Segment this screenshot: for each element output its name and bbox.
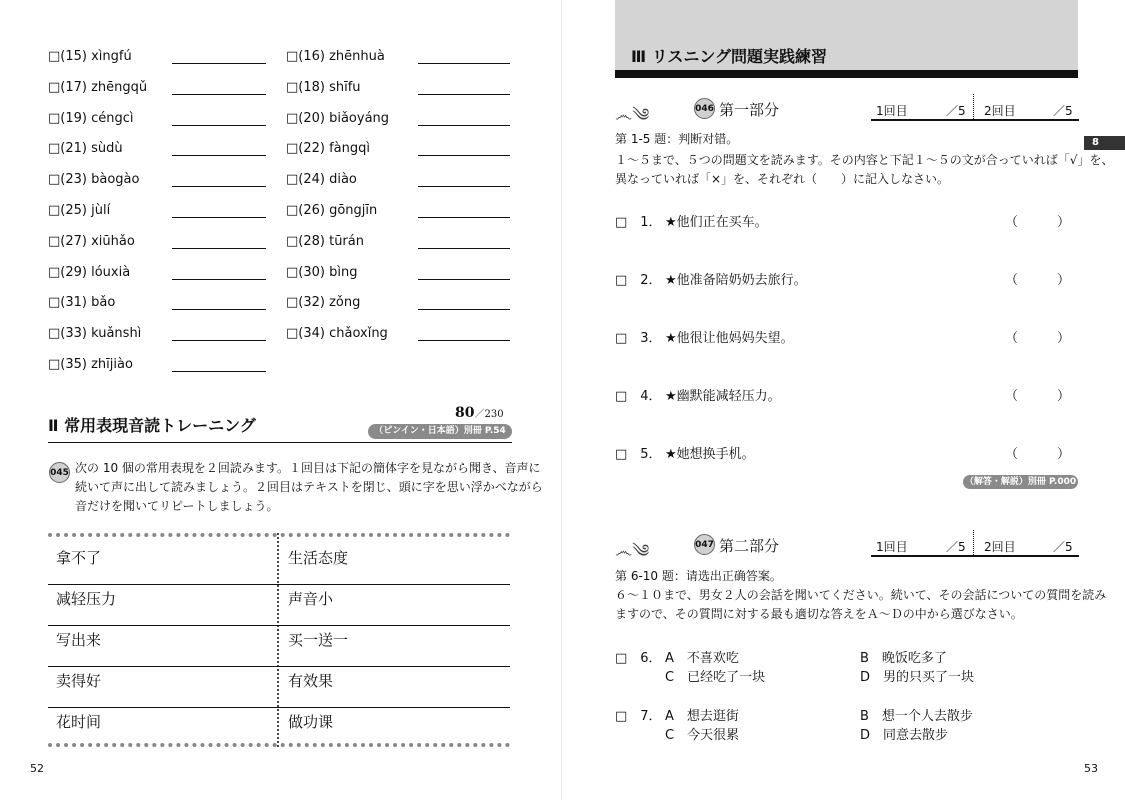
section-2-instruction-line-2: 続いて声に出して読みましょう。２回目はテキストを閉じ、頭に字を思い浮かべながら [75,480,543,494]
phrase-cell: 买一送一 [288,631,349,649]
phrase-cell: 花时间 [56,713,102,731]
phrase-cell: 有效果 [288,672,334,690]
answer-line[interactable] [172,248,266,249]
pinyin-label: □(26) gōngjīn [286,203,378,218]
part-2-round-1-label: 1回目 [876,540,908,554]
pinyin-item [286,48,516,66]
pinyin-label: □(32) zǒng [286,295,361,311]
part-1-title: 第一部分 [719,101,780,119]
pinyin-label: □(22) fàngqì [286,141,370,157]
audio-track-icon[interactable]: 045 [49,462,70,483]
question-text: ★她想换手机。 [665,447,755,462]
option-a[interactable]: A 想去逛街 [665,709,739,724]
part-1-subtitle: 第 1-5 题：判断对错。 [615,132,739,146]
score-denominator: ／230 [474,409,504,420]
part-2-title: 第二部分 [719,537,780,555]
audio-track-icon[interactable]: 046 [694,98,715,119]
option-c[interactable]: C 已经吃了一块 [665,670,766,685]
pinyin-label: □(20) biǎoyáng [286,110,390,126]
pinyin-item [48,110,278,128]
pinyin-item [48,264,278,282]
answer-line[interactable] [172,63,266,64]
question-text: ★幽默能减轻压力。 [665,389,781,404]
section-rule [48,442,512,443]
question-row [615,705,1078,745]
question-row [615,211,1078,229]
question-row [615,443,1078,461]
question-text: ★他准备陪奶奶去旅行。 [665,273,807,288]
table-row-divider [48,625,510,626]
pinyin-label: □(25) jùlí [48,203,111,218]
part-2-round-1-score: ／5 [946,540,966,554]
pinyin-item [286,294,516,312]
phrase-cell: 拿不了 [56,549,102,567]
question-text: ★他们正在买车。 [665,215,768,230]
part-1-score-divider [973,94,974,119]
part-1-round-2-label: 2回目 [984,104,1016,118]
pinyin-item [286,325,516,343]
left-page [0,0,560,800]
answer-line[interactable] [418,94,510,95]
question-text: ★他很让他妈妈失望。 [665,331,794,346]
pinyin-item [286,140,516,158]
pinyin-label: □(15) xìngfú [48,49,132,64]
part-2-instruction-line-2: ますので、その質問に対する最も適切な答えをＡ～Ｄの中から選びなさい。 [615,607,1023,621]
answer-line[interactable] [418,63,510,64]
section-2-instruction-line-3: 音だけを聞いてリピートしましょう。 [75,499,279,513]
question-number[interactable]: □ 1． [615,215,662,230]
answer-blank[interactable]: （ ） [1005,331,1071,346]
right-page [563,0,1125,800]
pinyin-label: □(31) bǎo [48,295,116,311]
part-1-score-underline [871,119,1079,121]
pinyin-label: □(21) sùdù [48,141,123,157]
phrase-cell: 减轻压力 [56,590,117,608]
part-1-instruction-line-1: １～５まで、５つの問題文を読みます。その内容と下記１～５の文が合っていれば「√」を、 [615,153,1114,167]
answer-line[interactable] [418,217,510,218]
part-2-score-divider [973,530,974,555]
table-top-dotted-border [48,533,510,537]
option-b[interactable]: B 想一个人去散步 [860,709,973,724]
section-3-title: Ⅲ リスニング問題実践練習 [631,47,828,66]
answer-line[interactable] [172,125,266,126]
answer-line[interactable] [418,186,510,187]
question-number[interactable]: □ 4． [615,389,662,404]
pinyin-label: □(27) xiūhǎo [48,233,135,249]
pinyin-item [286,264,516,282]
part-2-subtitle: 第 6-10 题：请选出正确答案。 [615,569,782,583]
pinyin-label: □(35) zhījiào [48,357,133,372]
pinyin-label: □(18) shīfu [286,79,361,95]
table-row-divider [48,666,510,667]
question-number[interactable]: □ 6． [615,651,662,666]
phrase-cell: 做功课 [288,713,334,731]
answer-line[interactable] [172,279,266,280]
phrase-cell: 卖得好 [56,672,102,690]
answer-line[interactable] [172,94,266,95]
pinyin-item [48,233,278,251]
phrase-cell: 生活态度 [288,549,349,567]
question-row [615,327,1078,345]
phrase-cell: 声音小 [288,590,334,608]
answer-blank[interactable]: （ ） [1005,215,1071,230]
option-a[interactable]: A 不喜欢吃 [665,651,739,666]
cloud-ornament-icon: ෴༄ [615,105,650,126]
part-1-round-2-score: ／5 [1053,104,1073,118]
pinyin-item [48,356,278,374]
pinyin-item [286,171,516,189]
question-number[interactable]: □ 7． [615,709,662,724]
section-3-header-underline [615,70,1078,78]
answer-line[interactable] [418,125,510,126]
pinyin-label: □(29) lóuxià [48,264,131,280]
pinyin-item [286,79,516,97]
question-row [615,385,1078,403]
table-bottom-dotted-border [48,743,510,747]
part-1-round-1-label: 1回目 [876,104,908,118]
score-counter [455,405,504,421]
answer-blank[interactable]: （ ） [1005,389,1071,404]
page-number-right: 53 [1084,762,1098,775]
part-1-round-1-score: ／5 [946,104,966,118]
question-number[interactable]: □ 5． [615,447,662,462]
answer-reference-badge: （解答・解説）別冊 P.000 [964,477,1077,487]
pinyin-label: □(33) kuǎnshì [48,326,142,342]
pinyin-label: □(19) céngcì [48,110,134,126]
option-d[interactable]: D 同意去散步 [860,728,949,743]
answer-blank[interactable]: （ ） [1005,273,1071,288]
pinyin-label: □(17) zhēngqǔ [48,79,148,95]
answer-line[interactable] [172,371,266,372]
answer-line[interactable] [172,309,266,310]
question-row [615,269,1078,287]
pinyin-label: □(28) tūrán [286,233,364,249]
pinyin-item [48,202,278,220]
page-gutter [561,0,562,800]
table-row-divider [48,584,510,585]
phrase-table [48,533,510,747]
answer-line[interactable] [418,155,510,156]
question-number[interactable]: □ 3． [615,331,662,346]
section-2-title: Ⅱ 常用表現音読トレーニング [48,416,256,435]
table-row-divider [48,707,510,708]
answer-line[interactable] [418,279,510,280]
answer-line[interactable] [418,340,510,341]
part-2-instruction-line-1: ６～１０まで、男女２人の会話を聞いてください。続いて、その会話についての質問を読み [615,588,1107,602]
chapter-tab: 8 [1084,136,1125,150]
section-2-instruction-line-1: 次の 10 個の常用表現を２回読みます。１回目は下記の簡体字を見ながら聞き、音声に [75,461,541,475]
pinyin-item [286,233,516,251]
answer-blank[interactable]: （ ） [1005,447,1071,462]
pinyin-item [48,48,278,66]
cloud-ornament-icon: ෴༄ [615,541,650,562]
pinyin-label: □(16) zhēnhuà [286,49,385,64]
phrase-cell: 写出来 [56,631,102,649]
answer-line[interactable] [172,186,266,187]
pinyin-item [48,171,278,189]
option-d[interactable]: D 男的只买了一块 [860,670,975,685]
option-c[interactable]: C 今天很累 [665,728,740,743]
answer-line[interactable] [172,340,266,341]
pinyin-item [286,110,516,128]
reference-badge: （ピンイン・日本語）別冊 P.54 [368,424,512,439]
page-number-left: 52 [30,762,44,775]
pinyin-label: □(30) bìng [286,264,358,280]
pinyin-label: □(23) bàogào [48,172,140,188]
question-number[interactable]: □ 2． [615,273,662,288]
pinyin-item [48,79,278,97]
answer-line[interactable] [418,248,510,249]
answer-line[interactable] [172,217,266,218]
pinyin-item [48,140,278,158]
part-2-score-underline [871,555,1079,557]
pinyin-label: □(34) chǎoxǐng [286,326,388,342]
answer-line[interactable] [172,155,266,156]
audio-track-icon[interactable]: 047 [694,534,715,555]
score-number: 80 [455,405,475,421]
table-column-divider [277,533,279,747]
answer-line[interactable] [418,309,510,310]
part-2-round-2-score: ／5 [1053,540,1073,554]
part-1-instruction-line-2: 異なっていれば「×」を、それぞれ（ ）に記入しなさい。 [615,172,950,186]
pinyin-item [48,294,278,312]
pinyin-item [48,325,278,343]
question-row [615,647,1078,687]
pinyin-item [286,202,516,220]
option-b[interactable]: B 晚饭吃多了 [860,651,947,666]
pinyin-label: □(24) diào [286,172,357,188]
part-2-round-2-label: 2回目 [984,540,1016,554]
